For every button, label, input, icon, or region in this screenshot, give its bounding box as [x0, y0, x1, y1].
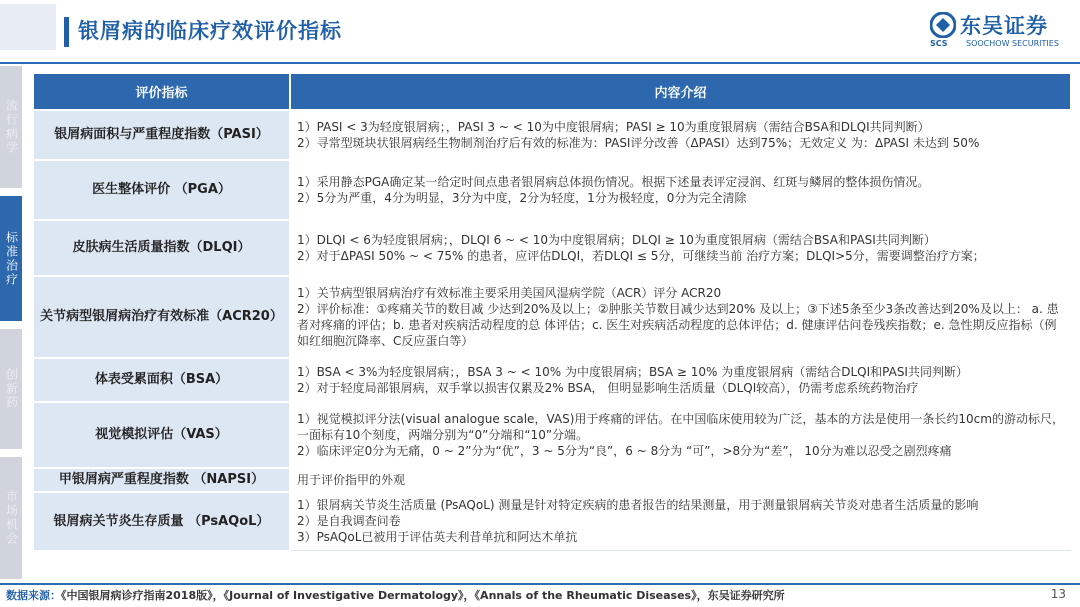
content-line: 1）采用静态PGA确定某一给定时间点患者银屑病总体损伤情况。根据下述量表评定浸润、红斑与鳞屑的整体损伤情况。 [297, 175, 930, 189]
table-row [34, 110, 1071, 160]
row-name: 体表受累面积（BSA） [34, 358, 290, 402]
content-line: 2）对于轻度局部银屑病，双手掌以损害仅累及2% BSA， 但明显影响生活质量（DLQI较高），仍需考虑系统药物治疗 [297, 381, 919, 395]
content-line: 1）视觉模拟评分法(visual analogue scale，VAS)用于疼痛的评估。在中国临床使用较为广泛，基本的方法是使用一条长约10cm的游动标尺，一面标有10个刻度，两端分别为“0”分端和“10”分端。 [297, 412, 1064, 442]
table-row [34, 492, 1071, 550]
data-source-label: 数据来源： [6, 589, 61, 602]
row-name: 关节病型银屑病治疗有效标准（ACR20） [34, 276, 290, 358]
evaluation-index-table [34, 74, 1072, 551]
content-line: 2）临床评定0分为无痛，0 ~ 2”分为“优”，3 ~ 5分为“良”，6 ~ 8分为 “可”，>8分为“差”， 10分为难以忍受之剧烈疼痛 [297, 444, 952, 458]
column-header-content: 内容介绍 [290, 74, 1071, 110]
logo-abbr: SCS [930, 39, 948, 48]
data-source-text: 《中国银屑病诊疗指南2018版》，《Journal of Investigative Dermatology》，《Annals of the Rheumatic Diseases》，东吴证券研究所 [61, 589, 785, 602]
row-content [290, 276, 1071, 358]
row-content [290, 160, 1071, 220]
sidebar-item-market-opportunity[interactable] [0, 457, 22, 579]
table-row [34, 276, 1071, 358]
row-name: 甲银屑病严重程度指数 （NAPSI） [34, 468, 290, 492]
row-content [290, 110, 1071, 160]
row-name: 银屑病面积与严重程度指数（PASI） [34, 110, 290, 160]
table-row [34, 220, 1071, 276]
table-row [34, 358, 1071, 402]
table-row [34, 468, 1071, 492]
data-source [6, 587, 785, 603]
content-line: 1）关节病型银屑病治疗有效标准主要采用美国风湿病学院（ACR）评分 ACR20 [297, 286, 722, 300]
table-row [34, 402, 1071, 468]
company-logo [930, 10, 1070, 54]
content-line: 2）5分为严重，4分为明显，3分为中度，2分为轻度，1分为极轻度，0分为完全清除 [297, 191, 747, 205]
content-line: 2）评价标准：①疼痛关节的数目减 少达到20%及以上；②肿胀关节数目减少达到20% 及以上；③下述5条至少3条改善达到20%及以上： a. 患者对疼痛的评估；b. 患者对疾病活动程度的总 体评估；c. 医生对疾病活动程度的总体评估；d. 健康评估问卷残疾指数；e. 急性期反应指标（例如红细胞沉降率、C反应蛋白等） [297, 302, 1059, 348]
content-line: 2）对于ΔPASI 50% ~ < 75% 的患者，应评估DLQI，若DLQI ≤ 5分，可继续当前 治疗方案；DLQI>5分，需要调整治疗方案； [297, 249, 985, 263]
sidebar-item-label: 标准治疗 [4, 230, 19, 287]
row-name: 医生整体评价 （PGA） [34, 160, 290, 220]
content-line: 3）PsAQoL已被用于评估英夫利昔单抗和阿达木单抗 [297, 530, 578, 545]
content-line: 1）BSA < 3%为轻度银屑病；，BSA 3 ~ < 10% 为中度银屑病；BSA ≥ 10% 为重度银屑病（需结合DLQI和PASI共同判断） [297, 365, 968, 379]
logo-name: 东吴证券 [960, 14, 1048, 38]
sidebar-item-label: 创新药 [4, 368, 19, 410]
sidebar-item-label: 市场机会 [4, 490, 19, 546]
content-line: 1）PASI < 3为轻度银屑病；，PASI 3 ~ < 10为中度银屑病；PASI ≥ 10为重度银屑病（需结合BSA和DLQI共同判断） [297, 120, 930, 134]
sidebar-item-standard-treatment[interactable] [0, 196, 22, 321]
column-header-index: 评价指标 [34, 74, 290, 110]
logo-en: SOOCHOW SECURITIES [966, 39, 1059, 48]
header-left-block [0, 4, 56, 50]
content-line: 2）是自我调查问卷 [297, 514, 401, 529]
page-title: 银屑病的临床疗效评价指标 [78, 19, 342, 43]
row-name: 皮肤病生活质量指数（DLQI） [34, 220, 290, 276]
header [0, 0, 1080, 62]
row-content [290, 468, 1071, 492]
row-content [290, 492, 1071, 550]
content-line: 1）DLQI < 6为轻度银屑病；，DLQI 6 ~ < 10为中度银屑病；DLQI ≥ 10为重度银屑病（需结合BSA和PASI共同判断） [297, 233, 936, 247]
sidebar-item-label: 流行病学 [4, 99, 19, 155]
table-row [34, 160, 1071, 220]
content-line: 2）寻常型斑块状银屑病经生物制剂治疗后有效的标准为：PASI评分改善（ΔPASI）达到75%；无效定义 为：ΔPASI 未达到 50% [297, 136, 980, 150]
footer-divider [0, 583, 1080, 585]
row-content [290, 402, 1071, 468]
logo-mark-icon [930, 12, 956, 38]
row-name: 视觉模拟评估（VAS） [34, 402, 290, 468]
footer [0, 583, 1080, 607]
header-divider [0, 62, 1080, 64]
page-number: 13 [1050, 587, 1066, 601]
sidebar-item-epidemiology[interactable] [0, 66, 22, 188]
table-header-row [34, 74, 1071, 110]
row-name: 银屑病关节炎生存质量 （PsAQoL） [34, 492, 290, 550]
title-accent-bar [64, 17, 69, 47]
row-content [290, 220, 1071, 276]
row-content [290, 358, 1071, 402]
content-line: 1）银屑病关节炎生活质量 (PsAQoL) 测量是针对特定疾病的患者报告的结果测量，用于测量银屑病关节炎对患者生活质量的影响 [297, 498, 979, 513]
content-line: 用于评价指甲的外观 [297, 473, 406, 487]
sidebar-item-innovative-drugs[interactable] [0, 329, 22, 449]
